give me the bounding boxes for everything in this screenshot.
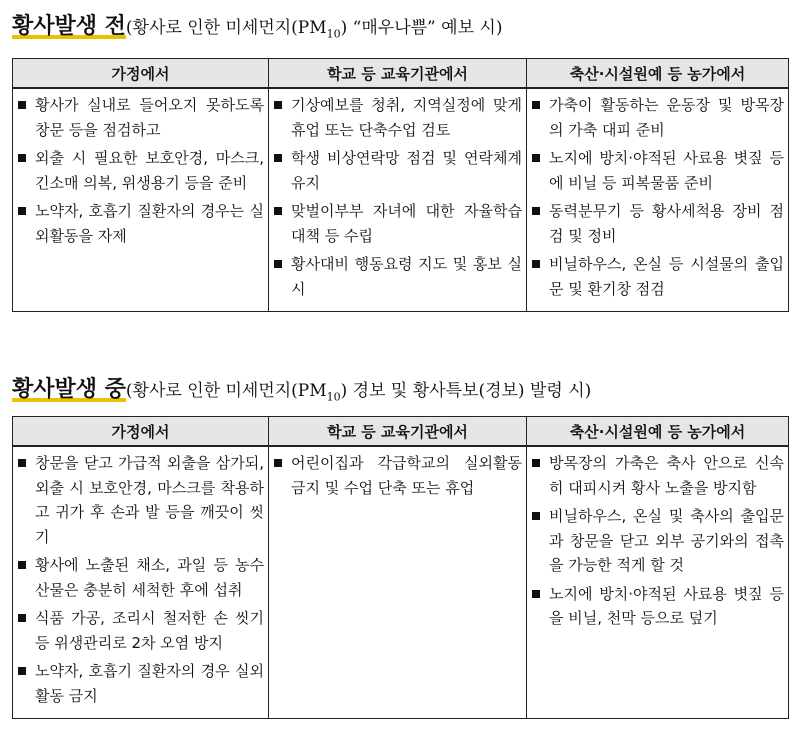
guideline-item xyxy=(271,146,522,195)
column-header-school: 학교 등 교육기관에서 xyxy=(269,417,527,447)
square-bullet-icon xyxy=(274,101,282,109)
square-bullet-icon xyxy=(532,260,540,268)
square-bullet-icon xyxy=(274,260,282,268)
column-cell-school xyxy=(269,446,527,719)
guideline-text: 노약자, 호흡기 질환자의 경우는 실외활동을 자제 xyxy=(35,202,264,245)
guideline-text: 어린이집과 각급학교의 실외활동 금지 및 수업 단축 또는 휴업 xyxy=(291,454,522,497)
guideline-list xyxy=(529,451,784,631)
guideline-item xyxy=(271,199,522,248)
table-header-row xyxy=(13,59,789,89)
guideline-text: 노지에 방치·야적된 사료용 볏짚 등에 비닐 등 피복물품 준비 xyxy=(549,149,784,192)
guideline-text: 학생 비상연락망 점검 및 연락체계 유지 xyxy=(291,149,522,192)
heading-main: 황사발생 전 xyxy=(12,14,126,39)
square-bullet-icon xyxy=(274,154,282,162)
guideline-text: 외출 시 필요한 보호안경, 마스크, 긴소매 의복, 위생용기 등을 준비 xyxy=(35,149,264,192)
guideline-text: 노지에 방치·야적된 사료용 볏짚 등을 비닐, 천막 등으로 덮기 xyxy=(549,584,784,627)
guideline-item xyxy=(15,93,264,142)
guideline-text: 황사에 노출된 채소, 과일 등 농수산물은 충분히 세척한 후에 섭취 xyxy=(35,556,264,599)
square-bullet-icon xyxy=(18,101,26,109)
guideline-list xyxy=(15,93,264,248)
square-bullet-icon xyxy=(532,512,540,520)
guideline-item xyxy=(15,199,264,248)
guideline-list xyxy=(271,93,522,301)
column-cell-farm xyxy=(527,88,789,312)
guideline-text: 황사가 실내로 들어오지 못하도록 창문 등을 점검하고 xyxy=(35,96,264,139)
guideline-item xyxy=(529,93,784,142)
column-cell-farm xyxy=(527,446,789,719)
square-bullet-icon xyxy=(18,614,26,622)
guideline-text: 황사대비 행동요령 지도 및 홍보 실시 xyxy=(291,255,522,298)
square-bullet-icon xyxy=(532,459,540,467)
guideline-text: 비닐하우스, 온실 등 시설물의 출입문 및 환기창 점검 xyxy=(549,255,784,298)
guideline-list xyxy=(529,93,784,301)
guideline-text: 방목장의 가축은 축사 안으로 신속히 대피시켜 황사 노출을 방지함 xyxy=(549,454,784,497)
square-bullet-icon xyxy=(532,101,540,109)
table-header-row xyxy=(13,417,789,447)
column-cell-household xyxy=(13,88,269,312)
column-header-household: 가정에서 xyxy=(13,417,269,447)
heading-sub: (황사로 인한 미세먼지$(PM_{10})$ 경보 및 황사특보(경보) 발령 시) xyxy=(125,381,592,404)
square-bullet-icon xyxy=(274,207,282,215)
square-bullet-icon xyxy=(18,561,26,569)
guideline-item xyxy=(271,252,522,301)
square-bullet-icon xyxy=(18,154,26,162)
column-header-school: 학교 등 교육기관에서 xyxy=(269,59,527,89)
guideline-item xyxy=(15,146,264,195)
guideline-item xyxy=(529,146,784,195)
square-bullet-icon xyxy=(532,207,540,215)
square-bullet-icon xyxy=(532,154,540,162)
column-cell-household xyxy=(13,446,269,719)
section-heading-before xyxy=(12,9,502,40)
guideline-item xyxy=(529,199,784,248)
heading-sub: (황사로 인한 미세먼지$(PM_{10})$ “매우나쁨” 예보 시) xyxy=(125,18,503,41)
guideline-text: 동력분무기 등 황사세척용 장비 점검 및 정비 xyxy=(549,202,784,245)
guideline-text: 창문을 닫고 가급적 외출을 삼가되, 외출 시 보호안경, 마스크를 착용하고 귀가 후 손과 발 등을 깨끗이 씻기 xyxy=(35,454,264,546)
guideline-item xyxy=(271,93,522,142)
guide-table-during xyxy=(12,416,789,719)
column-cell-school xyxy=(269,88,527,312)
heading-main: 황사발생 중 xyxy=(12,377,126,402)
guideline-item xyxy=(529,504,784,578)
column-header-farm: 축산·시설원예 등 농가에서 xyxy=(527,59,789,89)
square-bullet-icon xyxy=(274,459,282,467)
guideline-item xyxy=(529,582,784,631)
table-body-row xyxy=(13,88,789,312)
square-bullet-icon xyxy=(18,459,26,467)
guideline-text: 맞벌이부부 자녀에 대한 자율학습 대책 등 수립 xyxy=(291,202,522,245)
guideline-list xyxy=(271,451,522,500)
guideline-text: 식품 가공, 조리시 철저한 손 씻기 등 위생관리로 2차 오염 방지 xyxy=(35,609,264,652)
guideline-item xyxy=(271,451,522,500)
guide-table-before xyxy=(12,58,789,312)
guideline-item xyxy=(15,606,264,655)
square-bullet-icon xyxy=(18,667,26,675)
guideline-item xyxy=(15,553,264,602)
column-header-farm: 축산·시설원예 등 농가에서 xyxy=(527,417,789,447)
guideline-text: 노약자, 호흡기 질환자의 경우 실외활동 금지 xyxy=(35,662,264,705)
column-header-household: 가정에서 xyxy=(13,59,269,89)
guideline-text: 가축이 활동하는 운동장 및 방목장의 가축 대피 준비 xyxy=(549,96,784,139)
square-bullet-icon xyxy=(18,207,26,215)
table-body-row xyxy=(13,446,789,719)
guideline-item xyxy=(529,252,784,301)
guideline-list xyxy=(15,451,264,708)
guideline-text: 기상예보를 청취, 지역실정에 맞게 휴업 또는 단축수업 검토 xyxy=(291,96,522,139)
guideline-item xyxy=(15,451,264,549)
guideline-item xyxy=(529,451,784,500)
guideline-text: 비닐하우스, 온실 및 축사의 출입문과 창문을 닫고 외부 공기와의 접촉을 가능한 적게 할 것 xyxy=(549,507,784,574)
guideline-item xyxy=(15,659,264,708)
square-bullet-icon xyxy=(532,590,540,598)
section-heading-during xyxy=(12,372,591,403)
